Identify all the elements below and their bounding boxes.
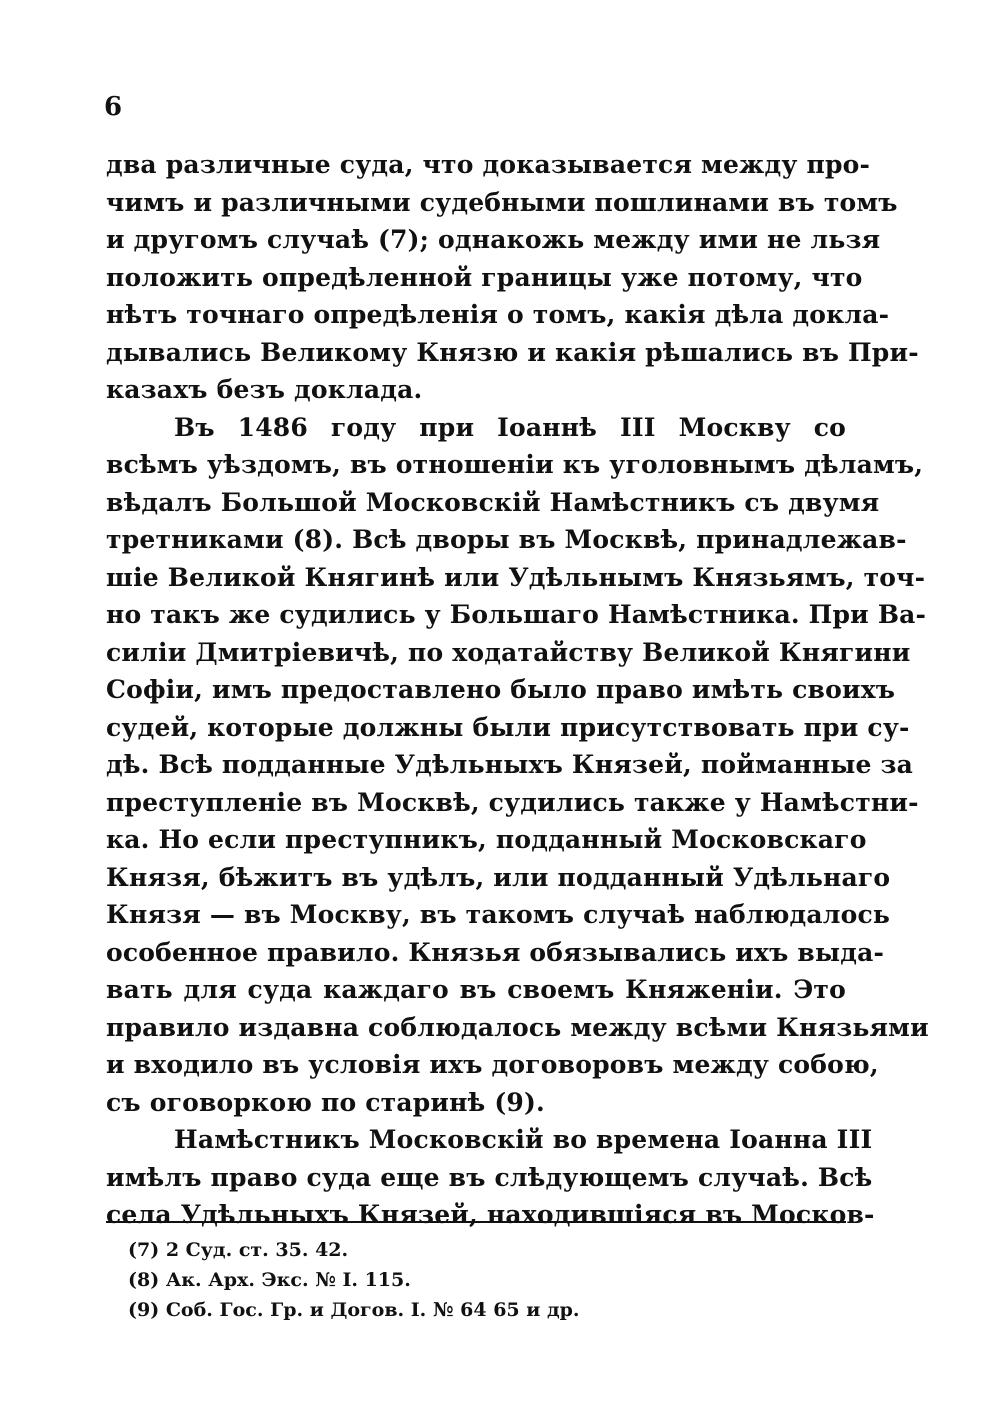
text-line: особенное правило. Князья обязывались ихъ выда- [106, 937, 885, 967]
footnote-7: (7) 2 Суд. ст. 35. 42. [128, 1239, 349, 1261]
footnote-divider [106, 1221, 846, 1223]
text-line: вать для суда каждаго въ своемъ Княженіи. Это [106, 975, 846, 1004]
footnotes [128, 1235, 728, 1325]
text-line: преступленіе въ Москвѣ, судились также у Намѣстни- [106, 787, 919, 817]
text-line: дѣ. Всѣ подданные Удѣльныхъ Князей, пойманные за [106, 750, 914, 779]
text-line: всѣмъ уѣздомъ, въ отношеніи къ уголовнымъ дѣламъ, [106, 450, 924, 479]
text-line: съ оговоркою по старинѣ (9). [106, 1087, 545, 1117]
text-line: имѣлъ право суда еще въ слѣдующемъ случаѣ. Всѣ [106, 1162, 873, 1192]
text-line: Князя — въ Москву, въ такомъ случаѣ наблюдалось [106, 900, 891, 929]
footnote-8: (8) Ак. Арх. Экс. № I. 115. [128, 1269, 411, 1291]
text-line: шіе Великой Княгинѣ или Удѣльнымъ Князьямъ, точ- [106, 562, 926, 592]
text-line: села Удѣльныхъ Князей, находившіяся въ Москов- [106, 1200, 875, 1229]
text-line: и входило въ условія ихъ договоровъ между собою, [106, 1050, 879, 1079]
text-line: вѣдалъ Большой Московскій Намѣстникъ съ двумя [106, 487, 880, 517]
text-line: Князя, бѣжитъ въ удѣлъ, или подданный Удѣльнаго [106, 862, 891, 892]
text-line: чимъ и различными судебными пошлинами въ томъ [106, 187, 898, 217]
text-line: казахъ безъ доклада. [106, 375, 423, 404]
text-line: судей, которые должны были присутствовать при су- [106, 712, 910, 742]
text-line: Въ 1486 году при Іоаннѣ III Москву со [174, 412, 846, 442]
text-line: ка. Но если преступникъ, подданный Московскаго [106, 825, 867, 854]
text-line: но такъ же судились у Большаго Намѣстника. При Ва- [106, 600, 927, 629]
text-line: третниками (8). Всѣ дворы въ Москвѣ, принадлежав- [106, 525, 907, 554]
text-line: дывались Великому Князю и какія рѣшались въ При- [106, 337, 919, 367]
text-line: положить опредѣленной границы уже потому, что [106, 262, 863, 292]
text-line: правило издавна соблюдалось между всѣми Князьями [106, 1012, 929, 1042]
text-line: два различные суда, что доказывается между про- [106, 150, 871, 179]
text-line: силіи Дмитріевичѣ, по ходатайству Великой Княгини [106, 637, 911, 667]
text-line: и другомъ случаѣ (7); однакожь между ими не льзя [106, 225, 881, 254]
body-text [106, 146, 929, 1234]
text-line: Софіи, имъ предоставлено было право имѣть своихъ [106, 675, 896, 704]
text-line: Намѣстникъ Московскій во времена Іоанна III [174, 1125, 873, 1154]
page-number: 6 [104, 92, 123, 122]
footnote-9: (9) Соб. Гос. Гр. и Догов. I. № 64 65 и др. [128, 1299, 580, 1321]
text-line: нѣтъ точнаго опредѣленія о томъ, какія дѣла докла- [106, 300, 890, 329]
